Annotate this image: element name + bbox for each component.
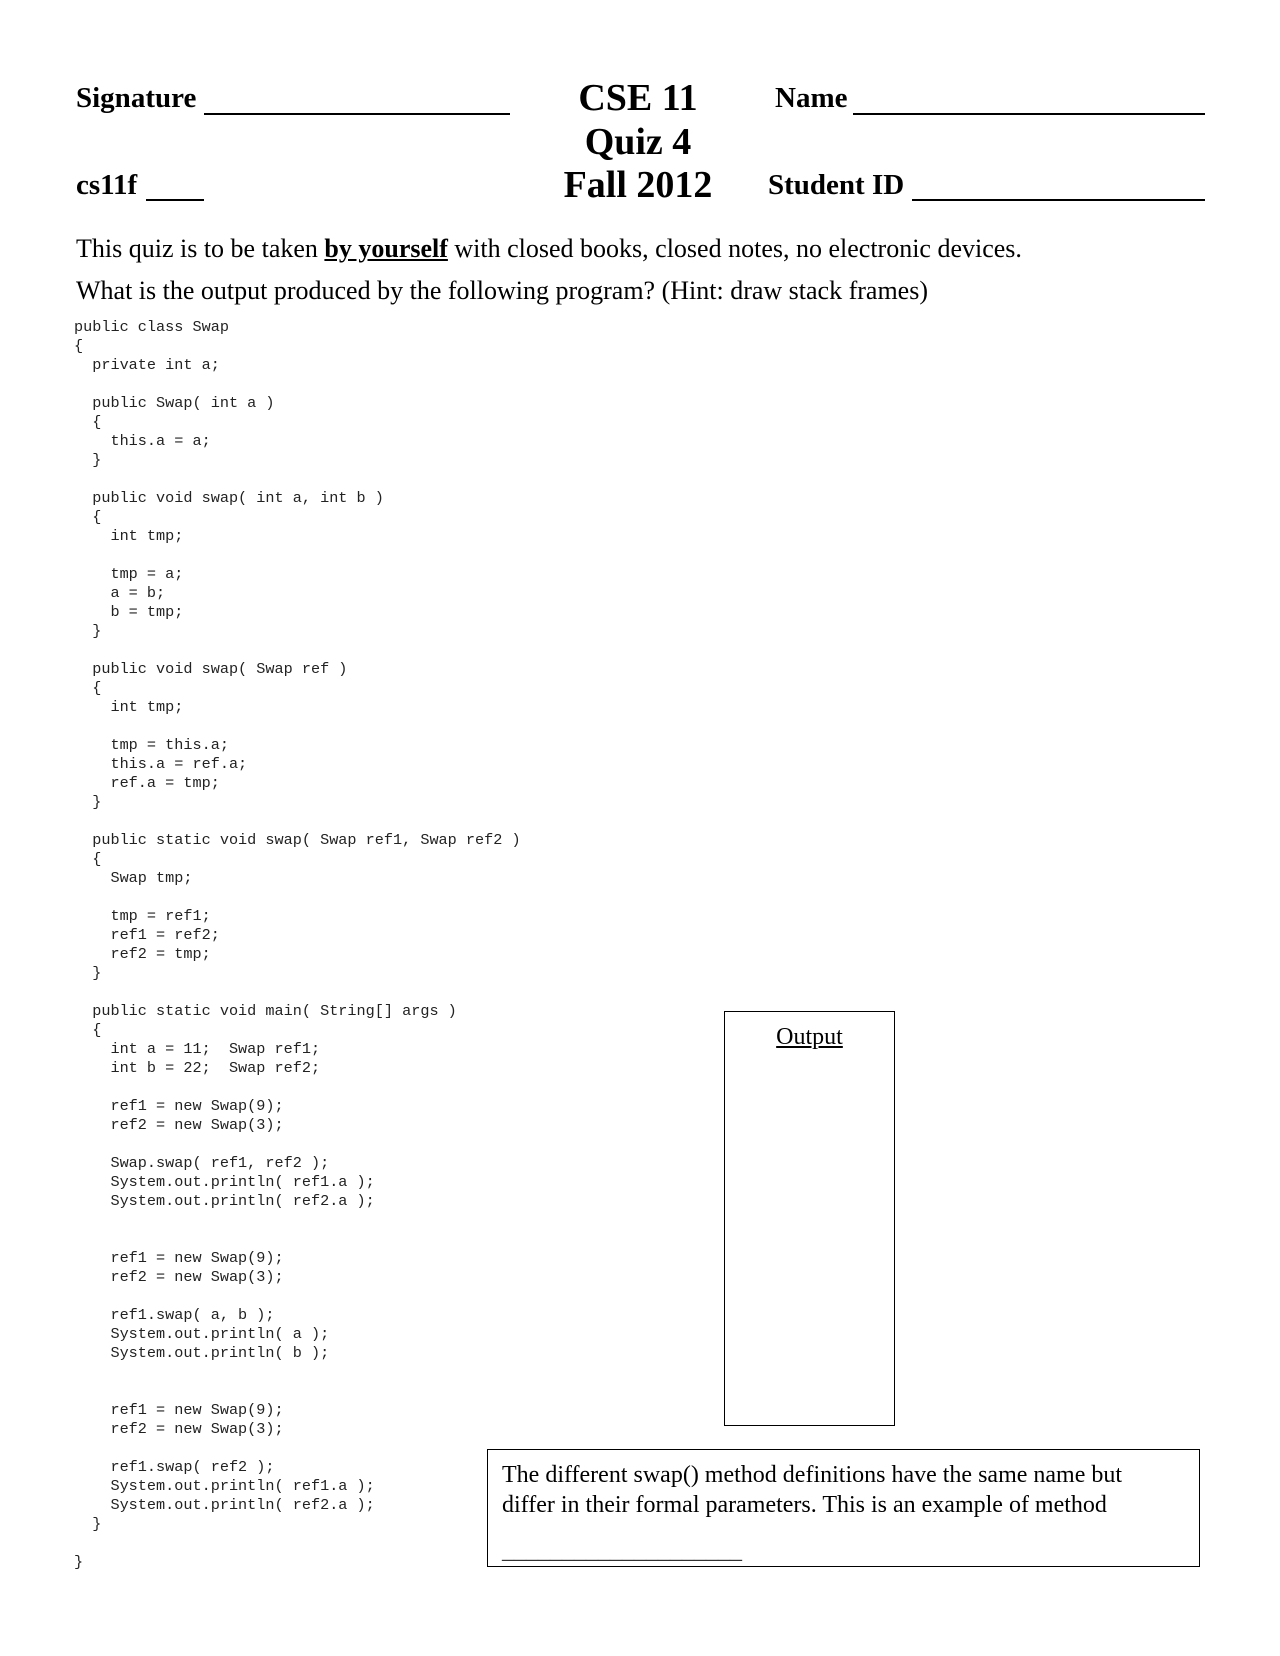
code-line xyxy=(74,812,521,831)
code-line: ref1.swap( ref2 ); xyxy=(74,1458,275,1476)
term-title: Fall 2012 xyxy=(563,164,713,206)
code-line: System.out.println( b ); xyxy=(74,1344,330,1362)
account-line[interactable] xyxy=(146,199,204,201)
code-line: System.out.println( ref1.a ); xyxy=(74,1173,375,1191)
code-line: public static void main( String[] args ) xyxy=(74,1002,457,1020)
instructions-prefix: This quiz is to be taken xyxy=(76,234,325,263)
code-line xyxy=(74,1135,521,1154)
code-line: ref2 = new Swap(3); xyxy=(74,1116,284,1134)
code-line: ref.a = tmp; xyxy=(74,774,220,792)
code-line xyxy=(74,1439,521,1458)
code-line: } xyxy=(74,1515,102,1533)
code-line xyxy=(74,470,521,489)
student-id-line[interactable] xyxy=(912,199,1205,201)
code-line: ref2 = new Swap(3); xyxy=(74,1268,284,1286)
instructions-suffix: with closed books, closed notes, no electronic devices. xyxy=(447,234,1022,263)
code-line xyxy=(74,641,521,660)
code-line: int a = 11; Swap ref1; xyxy=(74,1040,321,1058)
code-line: int tmp; xyxy=(74,698,184,716)
code-line: ref1 = ref2; xyxy=(74,926,220,944)
code-line: { xyxy=(74,850,102,868)
code-line xyxy=(74,1078,521,1097)
code-line: ref1 = new Swap(9); xyxy=(74,1097,284,1115)
overloading-answer-blank[interactable]: ____________________ xyxy=(502,1538,742,1564)
quiz-title: Quiz 4 xyxy=(584,121,692,163)
code-line: { xyxy=(74,337,84,355)
code-line: } xyxy=(74,451,102,469)
code-line: System.out.println( ref2.a ); xyxy=(74,1192,375,1210)
course-title: CSE 11 xyxy=(578,77,698,119)
code-line: ref2 = tmp; xyxy=(74,945,211,963)
code-line: } xyxy=(74,793,102,811)
code-line: System.out.println( ref2.a ); xyxy=(74,1496,375,1514)
code-line: b = tmp; xyxy=(74,603,184,621)
overloading-question-box xyxy=(487,1449,1200,1567)
code-line: { xyxy=(74,1021,102,1039)
code-listing xyxy=(74,318,521,1572)
instructions-emphasis: by yourself xyxy=(324,234,448,263)
code-line: public Swap( int a ) xyxy=(74,394,275,412)
code-line: { xyxy=(74,679,102,697)
output-label: Output xyxy=(776,1024,843,1050)
instructions xyxy=(76,234,1022,264)
code-line: private int a; xyxy=(74,356,220,374)
code-line xyxy=(74,1211,521,1230)
code-line xyxy=(74,888,521,907)
code-line: ref1.swap( a, b ); xyxy=(74,1306,275,1324)
name-label: Name xyxy=(775,82,848,114)
code-line xyxy=(74,1382,521,1401)
signature-line[interactable] xyxy=(204,113,510,115)
code-line: Swap.swap( ref1, ref2 ); xyxy=(74,1154,330,1172)
output-box[interactable] xyxy=(724,1011,895,1426)
code-line: tmp = a; xyxy=(74,565,184,583)
code-line xyxy=(74,1230,521,1249)
code-line xyxy=(74,1363,521,1382)
code-line xyxy=(74,717,521,736)
code-line xyxy=(74,546,521,565)
code-line: public static void swap( Swap ref1, Swap ref2 ) xyxy=(74,831,521,849)
code-line: } xyxy=(74,964,102,982)
code-line xyxy=(74,375,521,394)
code-line: this.a = ref.a; xyxy=(74,755,248,773)
code-line: ref1 = new Swap(9); xyxy=(74,1249,284,1267)
code-line: int b = 22; Swap ref2; xyxy=(74,1059,321,1077)
code-line: System.out.println( ref1.a ); xyxy=(74,1477,375,1495)
code-line xyxy=(74,983,521,1002)
student-id-label: Student ID xyxy=(768,169,905,201)
code-line: tmp = this.a; xyxy=(74,736,229,754)
signature-label: Signature xyxy=(76,82,197,114)
code-line: public void swap( int a, int b ) xyxy=(74,489,384,507)
code-line xyxy=(74,1534,521,1553)
code-line: a = b; xyxy=(74,584,166,602)
code-line: System.out.println( a ); xyxy=(74,1325,330,1343)
overloading-question-text: The different swap() method definitions have the same name but differ in their formal parameters. This is an example of method xyxy=(502,1462,1123,1518)
account-label: cs11f xyxy=(76,169,138,201)
code-line xyxy=(74,1287,521,1306)
code-line: } xyxy=(74,622,102,640)
code-line: public class Swap xyxy=(74,318,229,336)
code-line: { xyxy=(74,413,102,431)
name-line[interactable] xyxy=(853,113,1205,115)
code-line: ref1 = new Swap(9); xyxy=(74,1401,284,1419)
code-line: { xyxy=(74,508,102,526)
question-text: What is the output produced by the following program? (Hint: draw stack frames) xyxy=(76,276,928,305)
code-line: int tmp; xyxy=(74,527,184,545)
code-line: tmp = ref1; xyxy=(74,907,211,925)
code-line: } xyxy=(74,1553,84,1571)
code-line: this.a = a; xyxy=(74,432,211,450)
code-line: ref2 = new Swap(3); xyxy=(74,1420,284,1438)
code-line: Swap tmp; xyxy=(74,869,193,887)
code-line: public void swap( Swap ref ) xyxy=(74,660,348,678)
